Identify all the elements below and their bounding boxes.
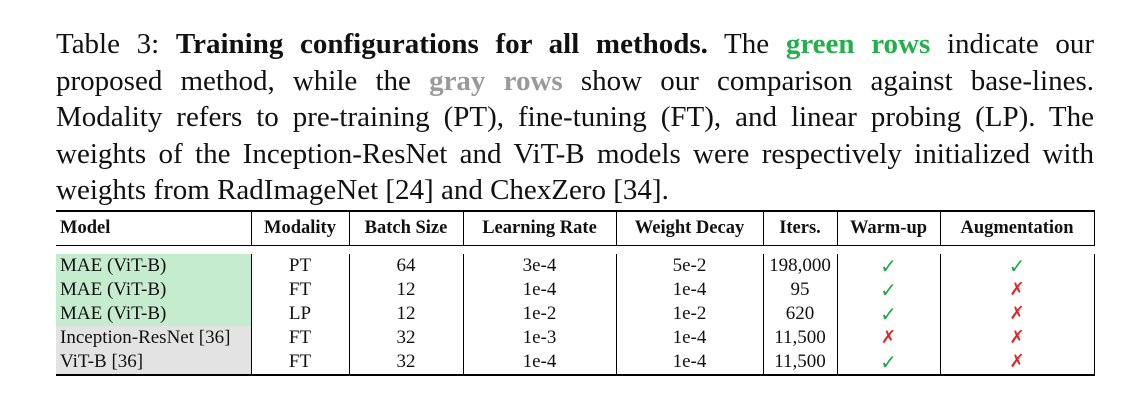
header-warm-up: Warm-up: [837, 211, 940, 246]
cell-iters: 198,000: [763, 254, 837, 278]
cell-batch-size: 32: [349, 350, 463, 375]
cell-modality: LP: [251, 302, 349, 326]
cell-augmentation-check-icon: ✓: [940, 254, 1094, 278]
cell-modality: PT: [251, 254, 349, 278]
cell-weight-decay: 5e-2: [616, 254, 763, 278]
cell-model: Inception-ResNet [36]: [56, 326, 251, 350]
cell-warm-up-cross-icon: ✗: [837, 326, 940, 350]
cell-learning-rate: 1e-3: [463, 326, 616, 350]
caption-gray-phrase: gray rows: [429, 64, 563, 97]
caption-label: Table 3:: [56, 28, 160, 60]
caption-text-1: The: [724, 28, 770, 60]
cell-weight-decay: 1e-2: [616, 302, 763, 326]
cell-weight-decay: 1e-4: [616, 278, 763, 302]
cell-warm-up-check-icon: ✓: [837, 254, 940, 278]
cell-learning-rate: 1e-2: [463, 302, 616, 326]
cell-learning-rate: 3e-4: [463, 254, 616, 278]
header-weight-decay: Weight Decay: [616, 211, 763, 246]
cell-augmentation-cross-icon: ✗: [940, 278, 1094, 302]
cell-modality: FT: [251, 350, 349, 375]
table-row: [56, 278, 1094, 302]
cell-model: MAE (ViT-B): [56, 254, 251, 278]
header-model: Model: [56, 211, 251, 246]
table-row: [56, 326, 1094, 350]
header-modality: Modality: [251, 211, 349, 246]
caption-text-2: indicate our proposed method, while the: [56, 28, 1095, 97]
cell-iters: 11,500: [763, 326, 837, 350]
cell-augmentation-cross-icon: ✗: [940, 302, 1094, 326]
caption-text-3: show our comparison against base-lines. Modality refers to pre-training (PT), fine-tuning (FT), and linear probing (LP). The weights of the Inception-ResNet and ViT-B models were respectively initialized with weights from RadImageNet [24] and ChexZero [34].: [56, 64, 1095, 206]
cell-augmentation-cross-icon: ✗: [940, 326, 1094, 350]
cell-batch-size: 32: [349, 326, 463, 350]
table-header-row: [56, 211, 1094, 246]
cell-learning-rate: 1e-4: [463, 278, 616, 302]
cell-iters: 95: [763, 278, 837, 302]
cell-modality: FT: [251, 278, 349, 302]
cell-weight-decay: 1e-4: [616, 326, 763, 350]
cell-warm-up-check-icon: ✓: [837, 350, 940, 375]
cell-modality: FT: [251, 326, 349, 350]
cell-iters: 620: [763, 302, 837, 326]
table-caption: [56, 26, 1094, 209]
cell-model: ViT-B [36]: [56, 350, 251, 375]
header-augmentation: Augmentation: [940, 211, 1094, 246]
caption-green-phrase: green rows: [785, 28, 931, 60]
training-config-table: [56, 210, 1095, 376]
cell-iters: 11,500: [763, 350, 837, 375]
cell-batch-size: 12: [349, 278, 463, 302]
header-iters: Iters.: [763, 211, 837, 246]
cell-learning-rate: 1e-4: [463, 350, 616, 375]
cell-batch-size: 12: [349, 302, 463, 326]
cell-weight-decay: 1e-4: [616, 350, 763, 375]
table-row: [56, 350, 1094, 375]
cell-batch-size: 64: [349, 254, 463, 278]
cell-augmentation-cross-icon: ✗: [940, 350, 1094, 375]
cell-model: MAE (ViT-B): [56, 278, 251, 302]
cell-warm-up-check-icon: ✓: [837, 302, 940, 326]
header-batch-size: Batch Size: [349, 211, 463, 246]
table-row: [56, 254, 1094, 278]
header-learning-rate: Learning Rate: [463, 211, 616, 246]
table-row: [56, 302, 1094, 326]
cell-warm-up-check-icon: ✓: [837, 278, 940, 302]
cell-model: MAE (ViT-B): [56, 302, 251, 326]
caption-title: Training configurations for all methods.: [175, 28, 708, 60]
